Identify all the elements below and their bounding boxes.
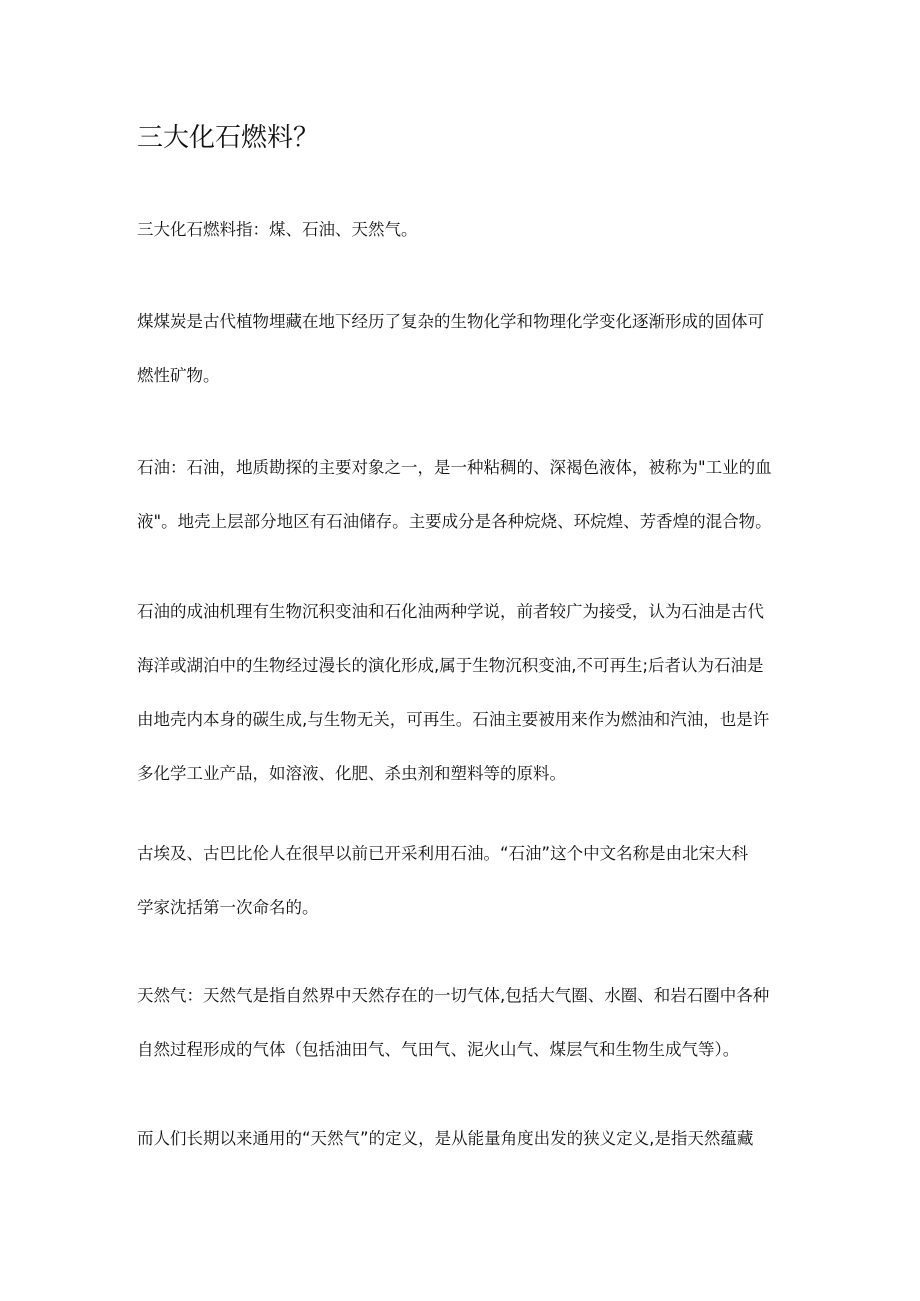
paragraph-coal — [137, 295, 764, 403]
text-line: 而人们长期以来通用的“天然气”的定义，是从能量角度出发的狭义定义,是指天然蕴藏 — [137, 1129, 754, 1148]
paragraph-summary — [137, 203, 418, 257]
text-line: 多化学工业产品，如溶液、化肥、杀虫剂和塑料等的原料。 — [137, 764, 566, 783]
paragraph-oil — [137, 441, 772, 549]
text-line: 三大化石燃料指：煤、石油、天然气。 — [137, 220, 418, 239]
text-line: 石油：石油，地质勘探的主要对象之一，是一种粘稠的、深褐色液体，被称为"工业的血 — [137, 458, 772, 477]
text-line: 海洋或湖泊中的生物经过漫长的演化形成,属于生物沉积变油,不可再生;后者认为石油是 — [137, 656, 764, 675]
text-line: 天然气：天然气是指自然界中天然存在的一切气体,包括大气圈、水圈、和岩石圈中各种 — [137, 986, 770, 1005]
paragraph-oil-origin — [137, 585, 769, 801]
paragraph-gas-definition — [137, 1112, 753, 1166]
text-line: 自然过程形成的气体（包括油田气、气田气、泥火山气、煤层气和生物生成气等）。 — [137, 1040, 740, 1059]
text-line: 学家沈括第一次命名的。 — [137, 898, 319, 917]
paragraph-oil-history — [137, 827, 748, 935]
text-line: 煤煤炭是古代植物埋藏在地下经历了复杂的生物化学和物理化学变化逐渐形成的固体可 — [137, 312, 764, 331]
document-title: 三大化石燃料？ — [137, 123, 320, 153]
text-line: 液"。地壳上层部分地区有石油储存。主要成分是各种烷烧、环烷煌、芳香煌的混合物。 — [137, 512, 772, 531]
text-line: 石油的成油机理有生物沉积变油和石化油两种学说，前者较广为接受，认为石油是古代 — [137, 602, 764, 621]
paragraph-natural-gas — [137, 969, 769, 1077]
text-line: 燃性矿物。 — [137, 366, 220, 385]
text-line: 由地壳内本身的碳生成,与生物无关，可再生。石油主要被用来作为燃油和汽油，也是许 — [137, 710, 770, 729]
text-line: 古埃及、古巴比伦人在很早以前已开采利用石油。“石油”这个中文名称是由北宋大科 — [137, 844, 749, 863]
